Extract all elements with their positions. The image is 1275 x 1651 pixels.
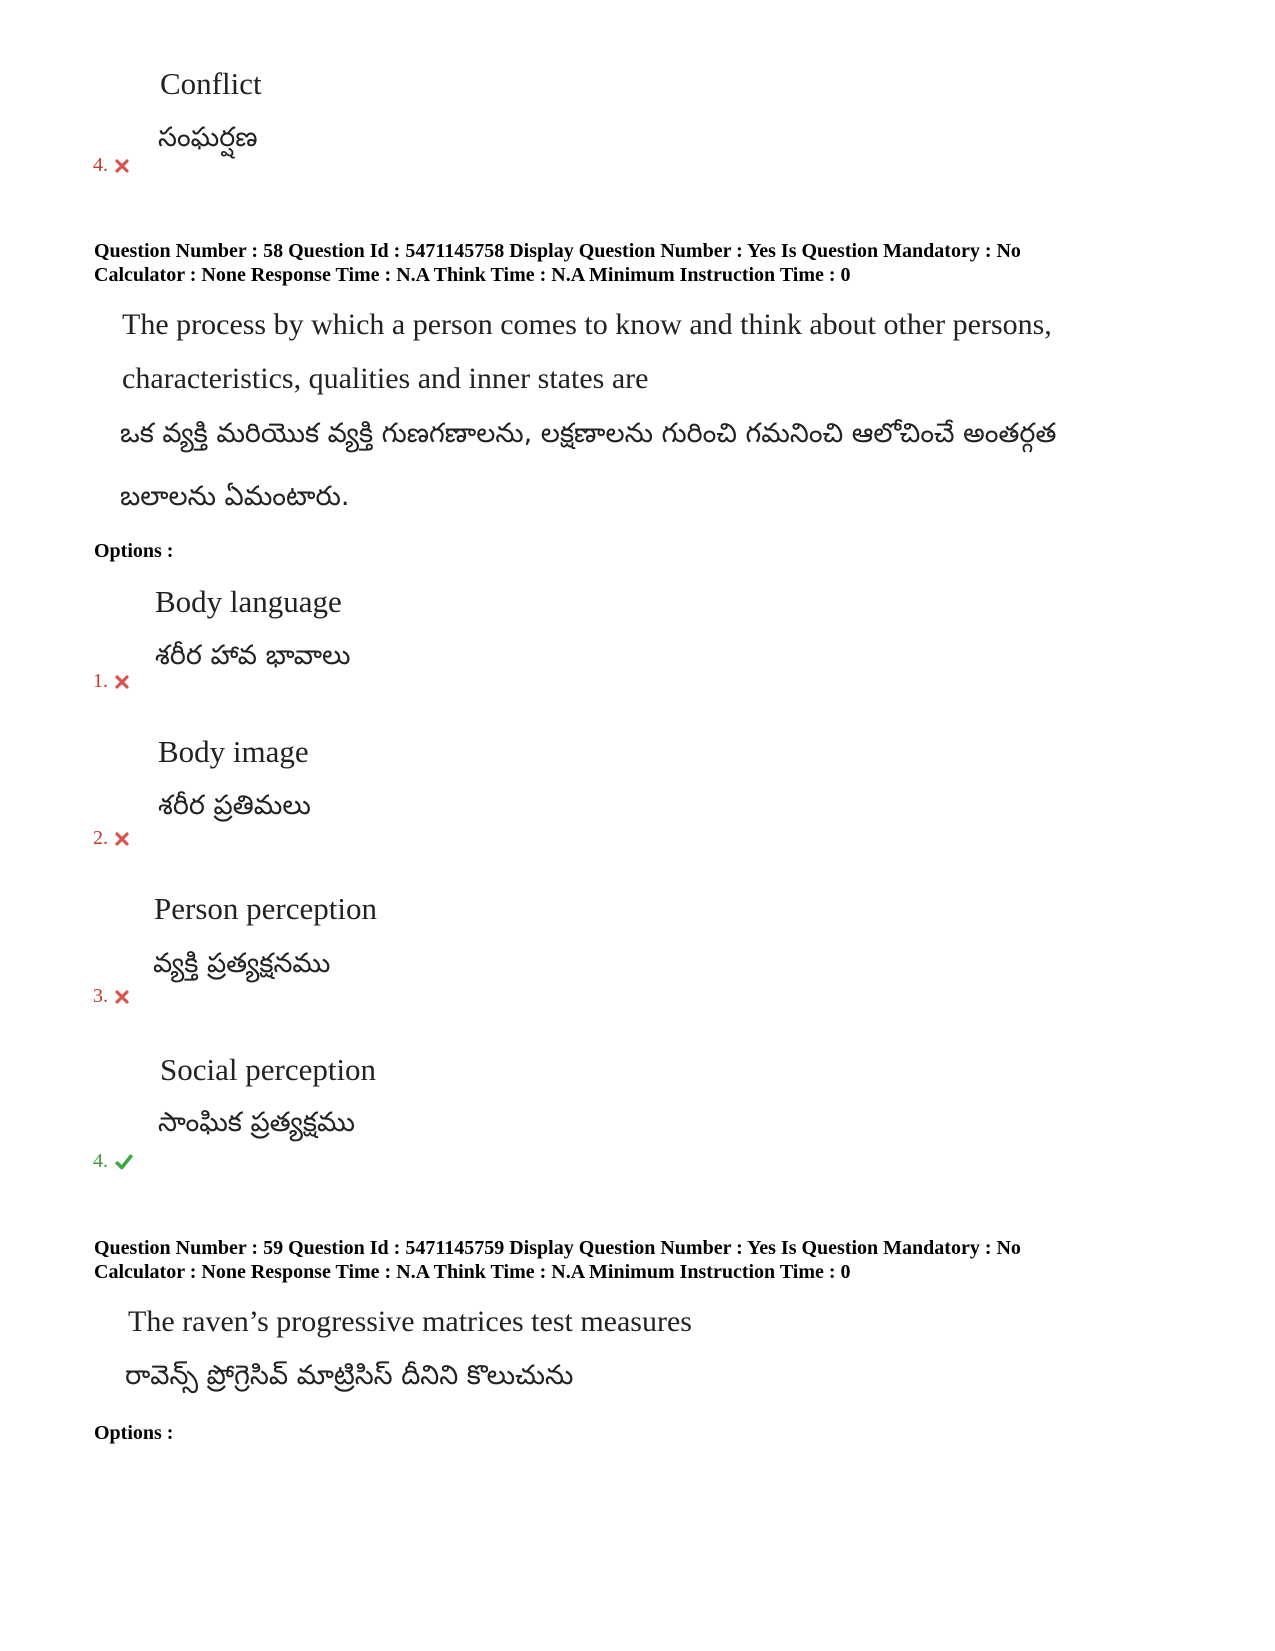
q58-meta — [94, 239, 1021, 287]
q59-options-label: Options : — [94, 1422, 174, 1444]
cross-icon — [114, 674, 130, 690]
cross-icon — [114, 158, 130, 174]
q58-text-te-line2: బలాలను ఏమంటారు. — [120, 481, 350, 512]
option-number-label: 1. — [93, 670, 108, 692]
option-number-label: 3. — [93, 985, 108, 1007]
q58-meta-line2: Calculator : None Response Time : N.A Think Time : N.A Minimum Instruction Time : 0 — [94, 264, 851, 286]
option-number-label: 4. — [93, 1150, 108, 1172]
cross-icon — [114, 989, 130, 1005]
option-number-label: 2. — [93, 827, 108, 849]
q58-option-3-text-en: Person perception — [154, 891, 377, 926]
q58-option-2-text-te: శరీర ప్రతిమలు — [158, 790, 311, 821]
cross-icon — [114, 831, 130, 847]
q58-option-3-number — [93, 985, 130, 1008]
q58-option-4-text-en: Social perception — [160, 1052, 377, 1087]
q58-option-3-text-te: వ్యక్తి ప్రత్యక్షనము — [153, 948, 331, 979]
q59-text-te: రావెన్స్ ప్రోగ్రెసివ్ మాట్రిసిస్ దీనిని కొలుచును — [125, 1360, 574, 1391]
q58-meta-line1: Question Number : 58 Question Id : 5471145758 Display Question Number : Yes Is Question Mandatory : No — [94, 240, 1021, 262]
q58-option-2-text-en: Body image — [158, 734, 309, 769]
prev-option-4-number — [93, 154, 130, 177]
q58-option-2-number — [93, 827, 130, 850]
q58-text-en-line1: The process by which a person comes to know and think about other persons, — [122, 308, 1052, 341]
q58-option-1-text-te: శరీర హావ భావాలు — [155, 640, 351, 671]
q59-meta — [94, 1236, 1021, 1284]
q59-meta-line1: Question Number : 59 Question Id : 5471145759 Display Question Number : Yes Is Question Mandatory : No — [94, 1237, 1021, 1259]
q58-option-1-text-en: Body language — [155, 584, 342, 619]
q58-text-te-line1: ఒక వ్యక్తి మరియొక వ్యక్తి గుణగణాలను, లక్షణాలను గురించి గమనించి ఆలోచించే అంతర్గత — [120, 418, 1057, 449]
checkmark-icon — [114, 1153, 134, 1171]
q58-option-4-text-te: సాంఘిక ప్రత్యక్షము — [158, 1107, 355, 1138]
q58-option-4-number — [93, 1150, 134, 1173]
option-number-label: 4. — [93, 154, 108, 176]
q59-meta-line2: Calculator : None Response Time : N.A Think Time : N.A Minimum Instruction Time : 0 — [94, 1261, 851, 1283]
q58-text-en-line2: characteristics, qualities and inner states are — [122, 362, 649, 395]
q59-text-en: The raven’s progressive matrices test measures — [128, 1305, 692, 1338]
prev-option-4-text-te: సంఘర్షణ — [158, 122, 258, 153]
q58-option-1-number — [93, 670, 130, 693]
q58-options-label: Options : — [94, 540, 174, 562]
prev-option-4-text-en: Conflict — [160, 66, 262, 101]
